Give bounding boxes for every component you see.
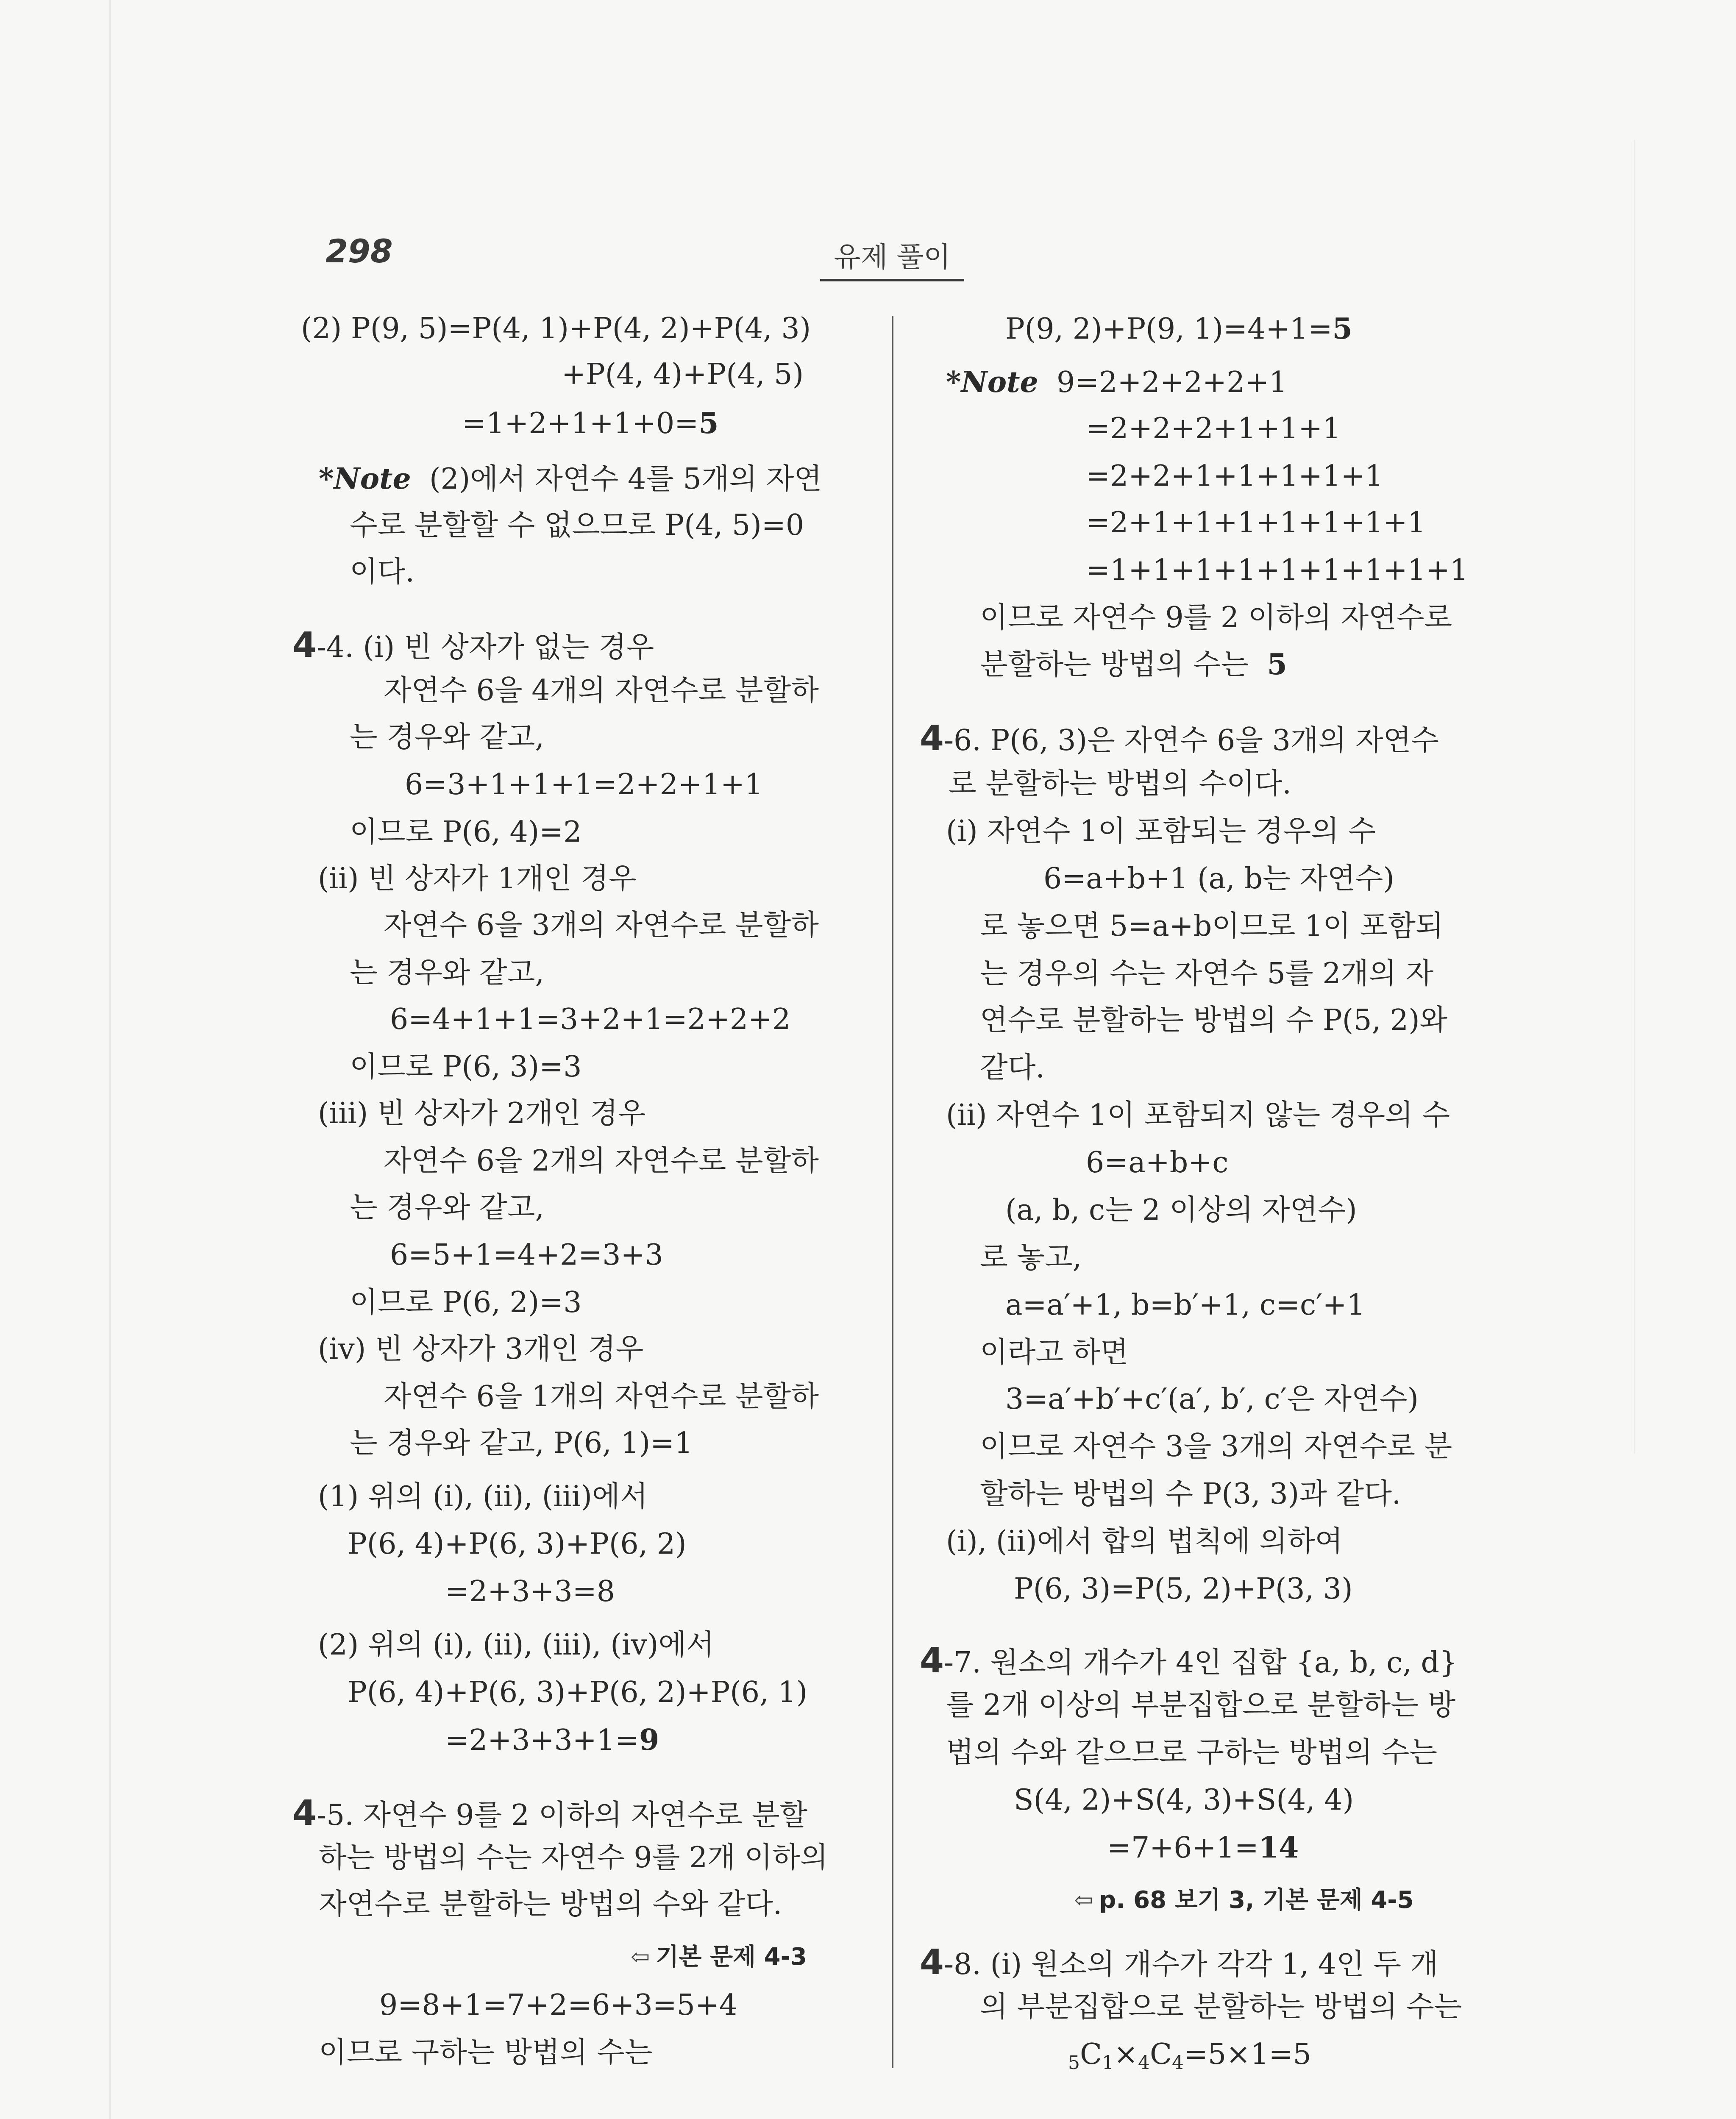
text-line: 9=8+1=7+2=6+3=5+4 bbox=[379, 1988, 738, 2022]
text-line: =1+2+1+1+0=5 bbox=[462, 406, 719, 440]
text-line: 이므로 구하는 방법의 수는 bbox=[319, 2036, 653, 2069]
cross-reference: ⇦ p. 68 보기 3, 기본 문제 4-5 bbox=[1074, 1886, 1414, 1914]
equation: 6=a+b+c bbox=[1086, 1146, 1229, 1179]
text-line: 를 2개 이상의 부분집합으로 분할하는 방 bbox=[946, 1688, 1456, 1722]
note-line: *Note 9=2+2+2+2+1 bbox=[946, 365, 1288, 399]
text-line: 같다. bbox=[980, 1051, 1045, 1085]
text-line: 자연수 6을 2개의 자연수로 분할하 bbox=[384, 1144, 819, 1178]
note-line: *Note (2)에서 자연수 4를 5개의 자연 bbox=[319, 462, 822, 496]
text-line: =2+2+1+1+1+1+1 bbox=[1086, 459, 1383, 493]
equation: =7+6+1=14 bbox=[1107, 1831, 1299, 1865]
problem-number: 4 bbox=[292, 625, 317, 665]
problem-number: 4 bbox=[920, 1942, 944, 1983]
text-line: 하는 방법의 수는 자연수 9를 2개 이하의 bbox=[319, 1841, 828, 1874]
problem-number: 4 bbox=[920, 1641, 944, 1681]
cross-reference: ⇦ 기본 문제 4-3 bbox=[631, 1943, 807, 1971]
note-label: *Note bbox=[319, 462, 411, 496]
text-line: 는 경우와 같고, P(6, 1)=1 bbox=[350, 1427, 693, 1460]
text-line: 이다. bbox=[350, 555, 415, 589]
text-line: =2+1+1+1+1+1+1+1 bbox=[1086, 506, 1426, 539]
text-line: 이므로 자연수 9를 2 이하의 자연수로 bbox=[980, 601, 1452, 634]
text-line: (ii) 자연수 1이 포함되지 않는 경우의 수 bbox=[946, 1098, 1450, 1132]
text-line: 이라고 하면 bbox=[980, 1336, 1129, 1369]
text-line: (i), (ii)에서 합의 법칙에 의하여 bbox=[946, 1525, 1343, 1558]
text-line: (iv) 빈 상자가 3개인 경우 bbox=[318, 1332, 644, 1366]
text-line: (ii) 빈 상자가 1개인 경우 bbox=[318, 862, 637, 895]
running-title: 유제 풀이 bbox=[820, 234, 964, 281]
text-line: =2+2+2+1+1+1 bbox=[1086, 412, 1341, 445]
text-line: =1+1+1+1+1+1+1+1+1 bbox=[1086, 553, 1469, 587]
text-line: 이므로 자연수 3을 3개의 자연수로 분 bbox=[980, 1430, 1452, 1463]
note-label: *Note bbox=[946, 365, 1038, 399]
text-line: 로 놓고, bbox=[980, 1241, 1082, 1274]
text-line: 자연수 6을 1개의 자연수로 분할하 bbox=[384, 1380, 819, 1413]
arrow-left-icon: ⇦ bbox=[1074, 1887, 1093, 1913]
text-line: 자연수로 분할하는 방법의 수와 같다. bbox=[319, 1888, 782, 1921]
text-line: 6=4+1+1=3+2+1=2+2+2 bbox=[390, 1003, 791, 1036]
text-line: 는 경우와 같고, bbox=[350, 956, 544, 990]
text-line: 자연수 6을 3개의 자연수로 분할하 bbox=[384, 909, 819, 942]
text-line: 로 놓으면 5=a+b이므로 1이 포함되 bbox=[980, 909, 1444, 943]
text-line: P(9, 2)+P(9, 1)=4+1=5 bbox=[1005, 312, 1352, 346]
text-line: 이므로 P(6, 4)=2 bbox=[350, 815, 582, 849]
equation: a=a′+1, b=b′+1, c=c′+1 bbox=[1005, 1288, 1365, 1322]
text-line: 6=3+1+1+1=2+2+1+1 bbox=[405, 768, 763, 801]
text-line: 는 경우와 같고, bbox=[350, 1191, 544, 1224]
problem-heading: 4-8. (i) 원소의 개수가 각각 1, 4인 두 개 bbox=[920, 1942, 1438, 1983]
text-line: P(6, 4)+P(6, 3)+P(6, 2)+P(6, 1) bbox=[348, 1676, 808, 1709]
text-line: 연수로 분할하는 방법의 수 P(5, 2)와 bbox=[980, 1004, 1448, 1037]
text-line: +P(4, 4)+P(4, 5) bbox=[562, 358, 804, 391]
equation: S(4, 2)+S(4, 3)+S(4, 4) bbox=[1014, 1783, 1354, 1817]
text-line: P(6, 4)+P(6, 3)+P(6, 2) bbox=[348, 1527, 687, 1561]
text-line: (i) 자연수 1이 포함되는 경우의 수 bbox=[946, 815, 1376, 848]
text-line: =2+3+3+1=9 bbox=[445, 1723, 659, 1757]
text-line: 는 경우의 수는 자연수 5를 2개의 자 bbox=[980, 957, 1434, 990]
text-line: =2+3+3=8 bbox=[445, 1575, 615, 1608]
equation: P(6, 3)=P(5, 2)+P(3, 3) bbox=[1014, 1572, 1353, 1606]
text-line: 는 경우와 같고, bbox=[350, 720, 544, 754]
text-line: 분할하는 방법의 수는 5 bbox=[980, 648, 1287, 681]
text-line: (iii) 빈 상자가 2개인 경우 bbox=[318, 1097, 646, 1130]
equation: 6=a+b+1 (a, b는 자연수) bbox=[1043, 862, 1394, 895]
text-line: 6=5+1=4+2=3+3 bbox=[390, 1238, 663, 1272]
problem-heading: 4-5. 자연수 9를 2 이하의 자연수로 분할 bbox=[292, 1793, 808, 1833]
problem-heading: 4-7. 원소의 개수가 4인 집합 {a, b, c, d} bbox=[920, 1641, 1458, 1681]
problem-heading: 4-6. P(6, 3)은 자연수 6을 3개의 자연수 bbox=[920, 718, 1439, 759]
text-line: 할하는 방법의 수 P(3, 3)과 같다. bbox=[980, 1477, 1401, 1511]
text-line: 의 부분집합으로 분할하는 방법의 수는 bbox=[980, 1990, 1462, 2024]
text-line: (a, b, c는 2 이상의 자연수) bbox=[1005, 1193, 1357, 1227]
text-line: 자연수 6을 4개의 자연수로 분할하 bbox=[384, 674, 819, 707]
page-number: 298 bbox=[326, 232, 393, 270]
equation: $_5C_1\times_4C_4=5\times 1=5$ bbox=[1068, 2038, 1311, 2074]
problem-number: 4 bbox=[292, 1793, 317, 1833]
text-line: (2) P(9, 5)=P(4, 1)+P(4, 2)+P(4, 3) bbox=[301, 312, 811, 345]
text-line: (2) 위의 (i), (ii), (iii), (iv)에서 bbox=[318, 1628, 714, 1662]
text-line: 수로 분할할 수 없으므로 P(4, 5)=0 bbox=[350, 509, 804, 542]
text-line: 이므로 P(6, 3)=3 bbox=[350, 1050, 582, 1084]
text-line: 이므로 P(6, 2)=3 bbox=[350, 1286, 582, 1319]
problem-number: 4 bbox=[920, 718, 944, 759]
text-line: 로 분할하는 방법의 수이다. bbox=[949, 767, 1292, 801]
text-line: 법의 수와 같으므로 구하는 방법의 수는 bbox=[946, 1736, 1438, 1769]
arrow-left-icon: ⇦ bbox=[631, 1944, 650, 1970]
problem-heading: 4-4. (i) 빈 상자가 없는 경우 bbox=[292, 625, 654, 665]
equation: 3=a′+b′+c′(a′, b′, c′은 자연수) bbox=[1005, 1382, 1419, 1416]
text-line: (1) 위의 (i), (ii), (iii)에서 bbox=[318, 1480, 648, 1513]
